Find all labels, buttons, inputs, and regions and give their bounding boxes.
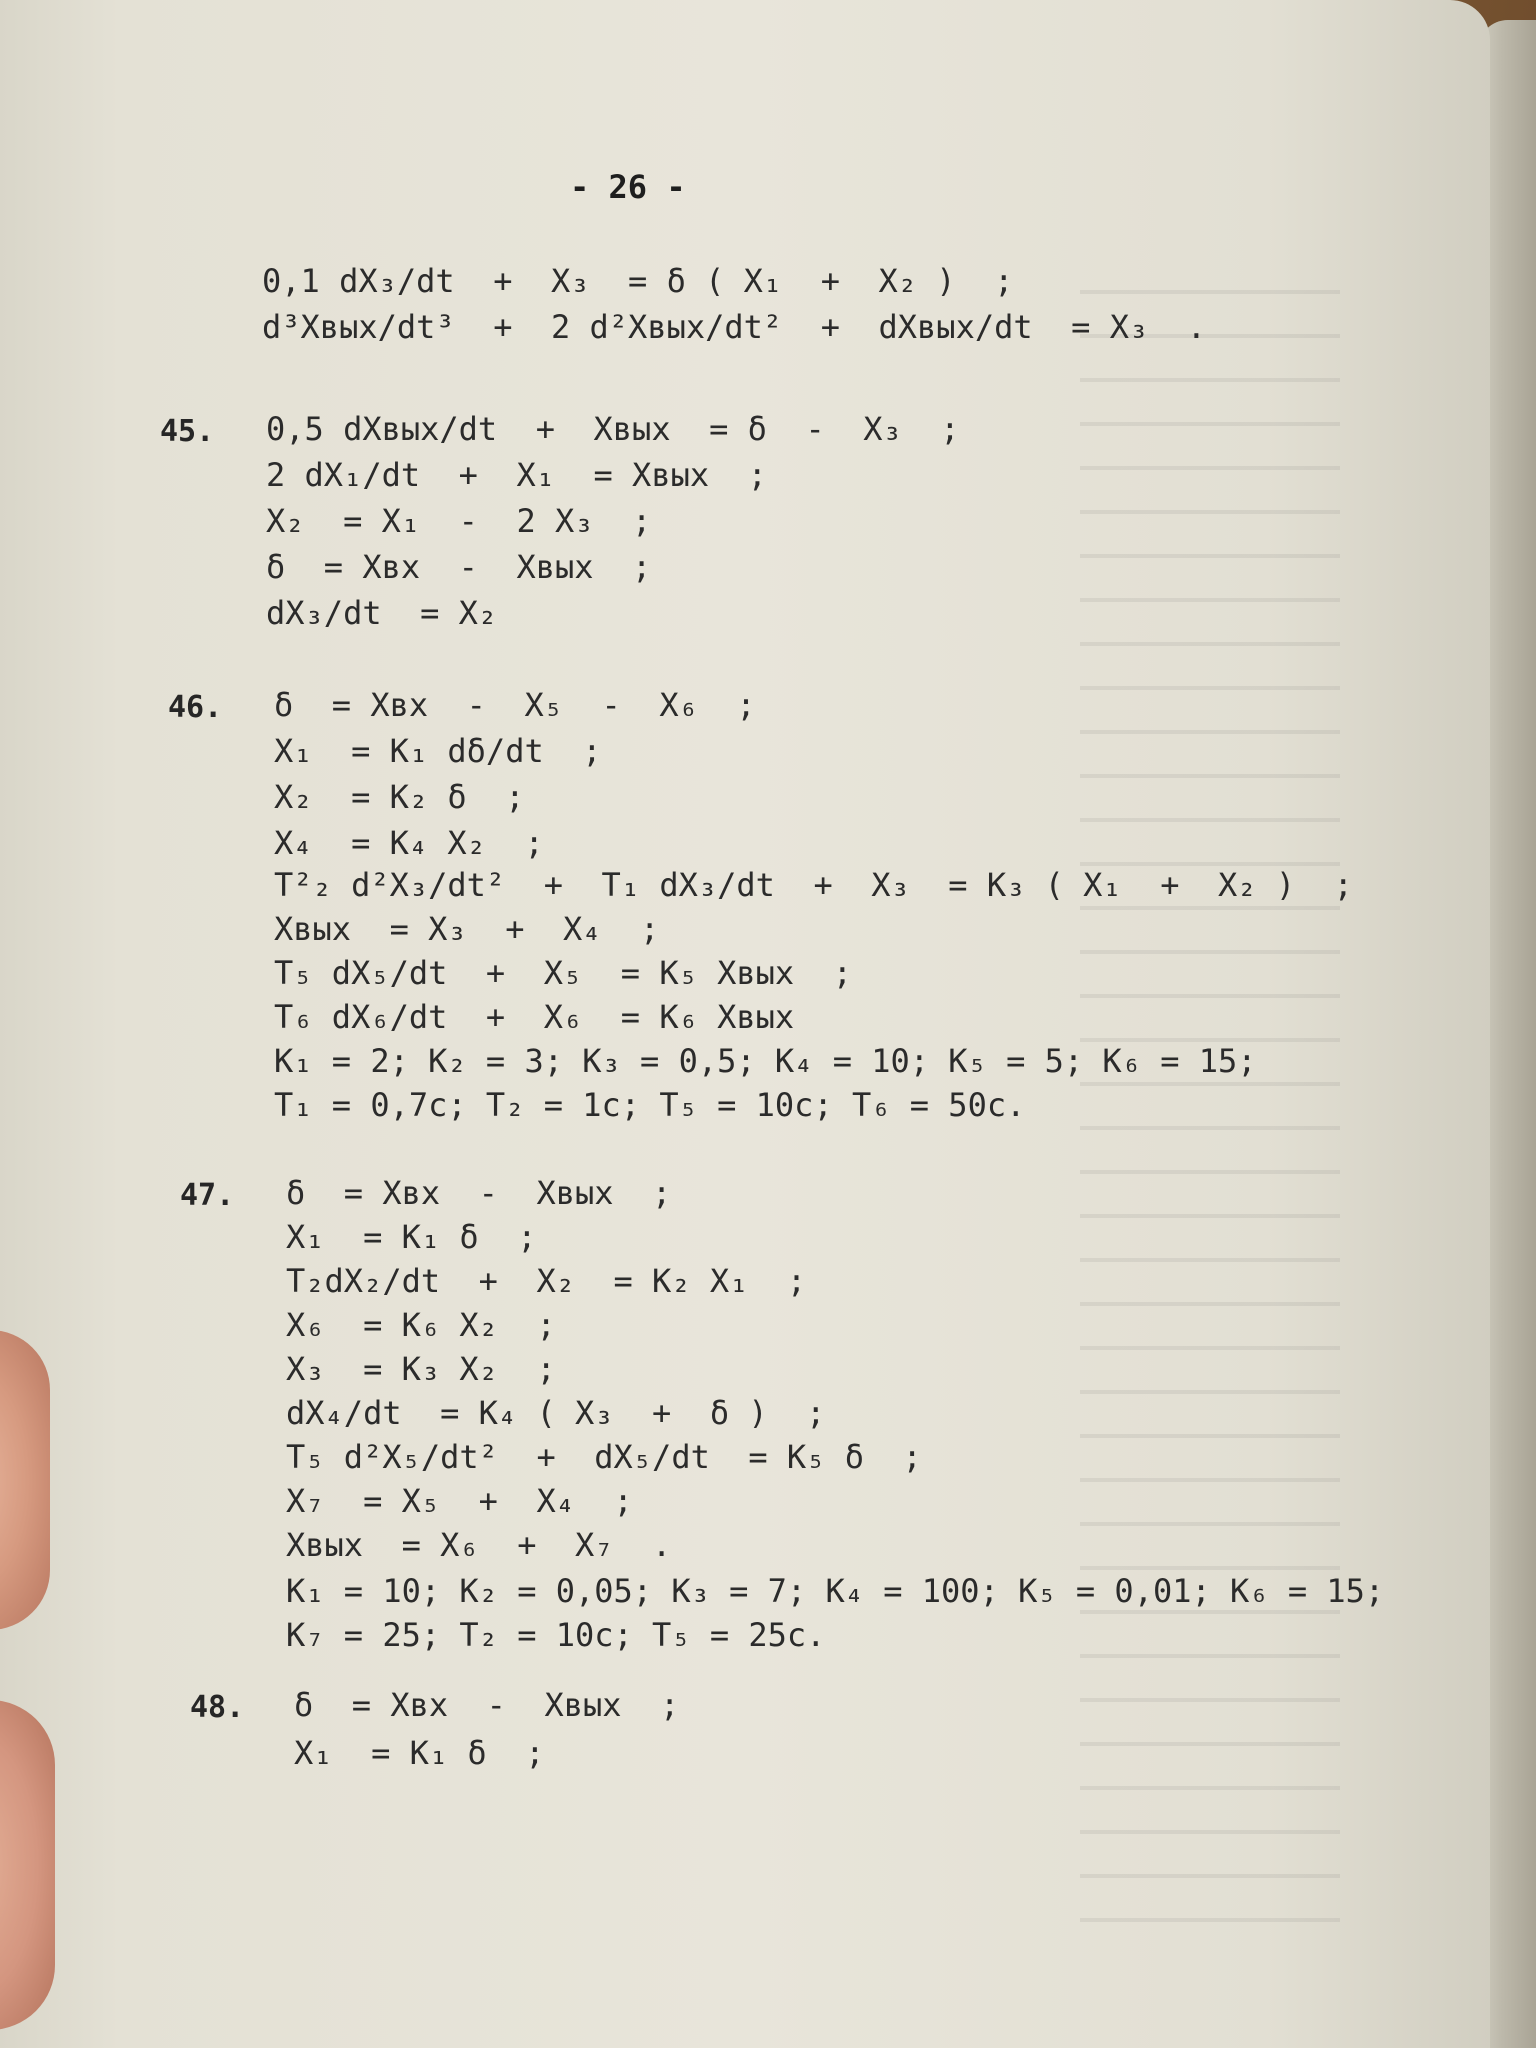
- equation-line: T₆ dX₆/dt + X₆ = K₆ Xвых: [274, 998, 795, 1036]
- equation-line: δ = Xвх - Xвых ;: [266, 548, 652, 586]
- equation-line: X₄ = K₄ X₂ ;: [274, 824, 544, 862]
- equation-line: T₅ d²X₅/dt² + dX₅/dt = K₅ δ ;: [286, 1438, 922, 1476]
- equation-line: X₃ = K₃ X₂ ;: [286, 1350, 556, 1388]
- equation-line: Xвых = X₆ + X₇ .: [286, 1526, 672, 1564]
- equation-line: K₁ = 10; K₂ = 0,05; K₃ = 7; K₄ = 100; K₅ = 0,01; K₆ = 15;: [286, 1572, 1385, 1610]
- equation-line: T²₂ d²X₃/dt² + T₁ dX₃/dt + X₃ = K₃ ( X₁ + X₂ ) ;: [274, 866, 1353, 904]
- equation-line: T₅ dX₅/dt + X₅ = K₅ Xвых ;: [274, 954, 852, 992]
- equation-line: X₇ = X₅ + X₄ ;: [286, 1482, 633, 1520]
- problem-number-48: 48.: [190, 1690, 245, 1725]
- equation-line: X₁ = K₁ δ ;: [286, 1218, 537, 1256]
- equation-line: K₁ = 2; K₂ = 3; K₃ = 0,5; K₄ = 10; K₅ = 5; K₆ = 15;: [274, 1042, 1257, 1080]
- equation-line: δ = Xвх - X₅ - X₆ ;: [274, 686, 756, 724]
- page-number: - 26 -: [570, 168, 686, 206]
- problem-number-46: 46.: [168, 690, 223, 725]
- equation-line: δ = Xвх - Xвых ;: [294, 1686, 680, 1724]
- equation-line: dX₄/dt = K₄ ( X₃ + δ ) ;: [286, 1394, 826, 1432]
- finger: [0, 1330, 50, 1630]
- problem-number-47: 47.: [180, 1178, 235, 1213]
- equation-line: T₂dX₂/dt + X₂ = K₂ X₁ ;: [286, 1262, 807, 1300]
- equation-line: X₂ = X₁ - 2 X₃ ;: [266, 502, 652, 540]
- continuation-line: d³Xвых/dt³ + 2 d²Xвых/dt² + dXвых/dt = X₃ .: [262, 308, 1207, 346]
- problem-number-45: 45.: [160, 414, 215, 449]
- equation-line: dX₃/dt = X₂: [266, 594, 498, 632]
- equation-line: X₆ = K₆ X₂ ;: [286, 1306, 556, 1344]
- continuation-line: 0,1 dX₃/dt + X₃ = δ ( X₁ + X₂ ) ;: [262, 262, 1014, 300]
- equation-line: X₂ = K₂ δ ;: [274, 778, 525, 816]
- equation-line: K₇ = 25; T₂ = 10c; T₅ = 25c.: [286, 1616, 826, 1654]
- equation-line: 2 dX₁/dt + X₁ = Xвых ;: [266, 456, 767, 494]
- equation-line: X₁ = K₁ δ ;: [294, 1734, 545, 1772]
- equation-line: X₁ = K₁ dδ/dt ;: [274, 732, 602, 770]
- equation-line: δ = Xвх - Xвых ;: [286, 1174, 672, 1212]
- equation-line: T₁ = 0,7c; T₂ = 1c; T₅ = 10c; T₆ = 50c.: [274, 1086, 1026, 1124]
- equation-line: 0,5 dXвых/dt + Xвых = δ - X₃ ;: [266, 410, 960, 448]
- finger: [0, 1700, 55, 2030]
- equation-line: Xвых = X₃ + X₄ ;: [274, 910, 660, 948]
